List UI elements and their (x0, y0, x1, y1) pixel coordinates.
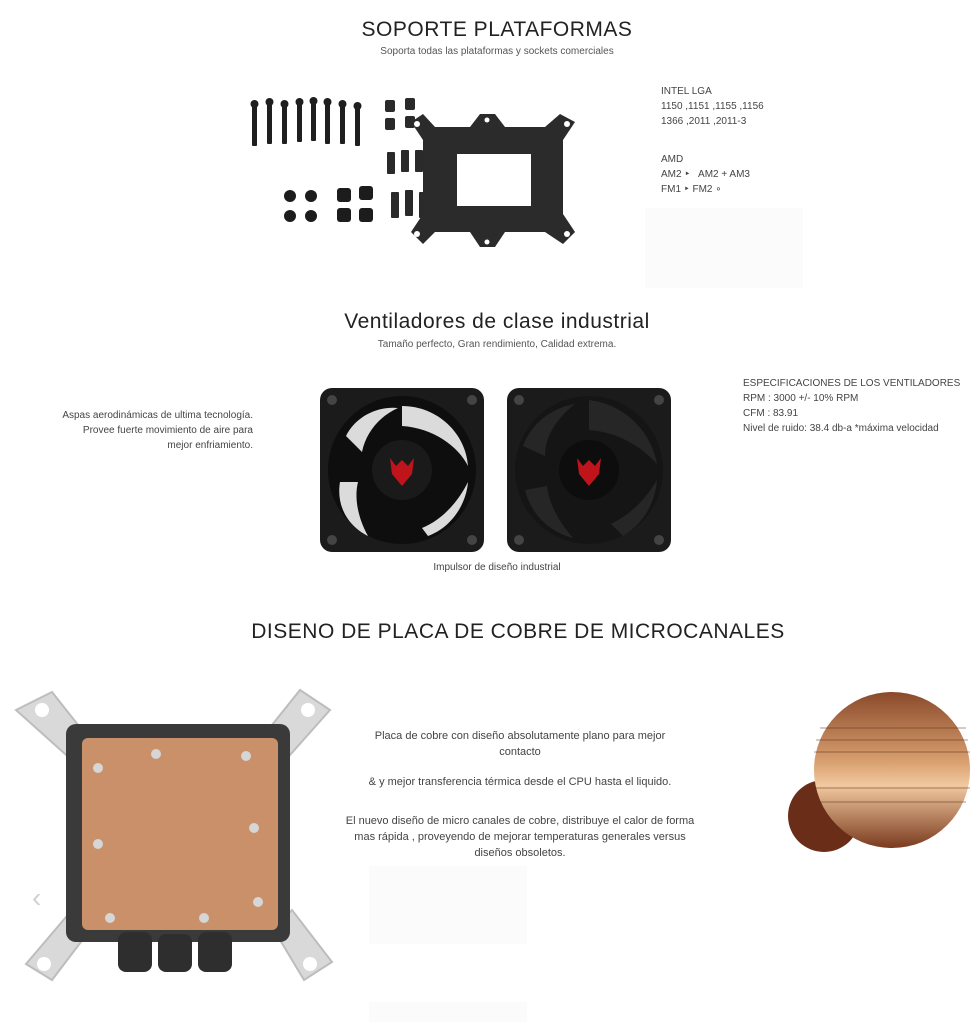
amd-line1: AM2 ‣ AM2 + AM3 (661, 169, 750, 180)
placeholder-box (369, 866, 527, 944)
fan-caption: Impulsor de diseño industrial (433, 562, 561, 573)
amd-heading: AMD (661, 154, 684, 165)
amd-specs (661, 152, 750, 197)
intel-line2: 1366 ,2011 ,2011-3 (661, 116, 747, 127)
section2-subtitle: Tamaño perfecto, Gran rendimiento, Calidad extrema. (377, 339, 617, 350)
placeholder-box (369, 1002, 527, 1022)
section1-subtitle: Soporta todas las plataformas y sockets comerciales (380, 46, 614, 57)
fan-specs-cfm: CFM : 83.91 (743, 408, 799, 419)
copper-block-image (12, 680, 338, 990)
fan-text-line2: Provee fuerte movimiento de aire para (82, 425, 253, 436)
copper-para1: Placa de cobre con diseño absolutamente plano para mejor contacto (374, 730, 666, 758)
intel-line1: 1150 ,1151 ,1155 ,1156 (661, 101, 764, 112)
amd-line2: FM1 ‣ FM2 ∘ (661, 184, 722, 195)
section2-header (0, 310, 970, 350)
fan-text-line1: Aspas aerodinámicas de ultima tecnología. (62, 410, 253, 421)
fan-specs-noise: Nivel de ruido: 38.4 db-a *máxima velocidad (743, 423, 939, 434)
mounting-kit-image (245, 92, 585, 277)
intel-heading: INTEL LGA (661, 86, 712, 97)
placeholder-box (645, 208, 803, 288)
fan-blades-text (20, 408, 253, 453)
copper-para3: El nuevo diseño de micro canales de cobre, distribuye el calor de forma mas rápida , proveyendo de mejorar temperaturas generales versus diseños obsoletos. (345, 815, 695, 859)
fan-image-left (318, 386, 486, 554)
microchannel-zoom-image (780, 688, 970, 860)
copper-para2: & y mejor transferencia térmica desde el CPU hasta el liquido. (368, 776, 672, 788)
intel-specs (661, 84, 764, 129)
section3-header (0, 620, 970, 644)
fan-image-right (505, 386, 673, 554)
fan-specs-heading: ESPECIFICACIONES DE LOS VENTILADORES (743, 378, 961, 389)
fan-text-line3: mejor enfriamiento. (167, 440, 253, 451)
copper-description (340, 728, 700, 861)
section1-title: SOPORTE PLATAFORMAS (361, 18, 633, 41)
fan-specs-rpm: RPM : 3000 +/- 10% RPM (743, 393, 859, 404)
section3-title: DISENO DE PLACA DE COBRE DE MICROCANALES (251, 620, 785, 643)
section2-title: Ventiladores de clase industrial (344, 310, 650, 333)
fan-specs (743, 376, 960, 436)
section1-header (0, 18, 970, 57)
chevron-left-icon[interactable]: ‹ (32, 882, 42, 913)
